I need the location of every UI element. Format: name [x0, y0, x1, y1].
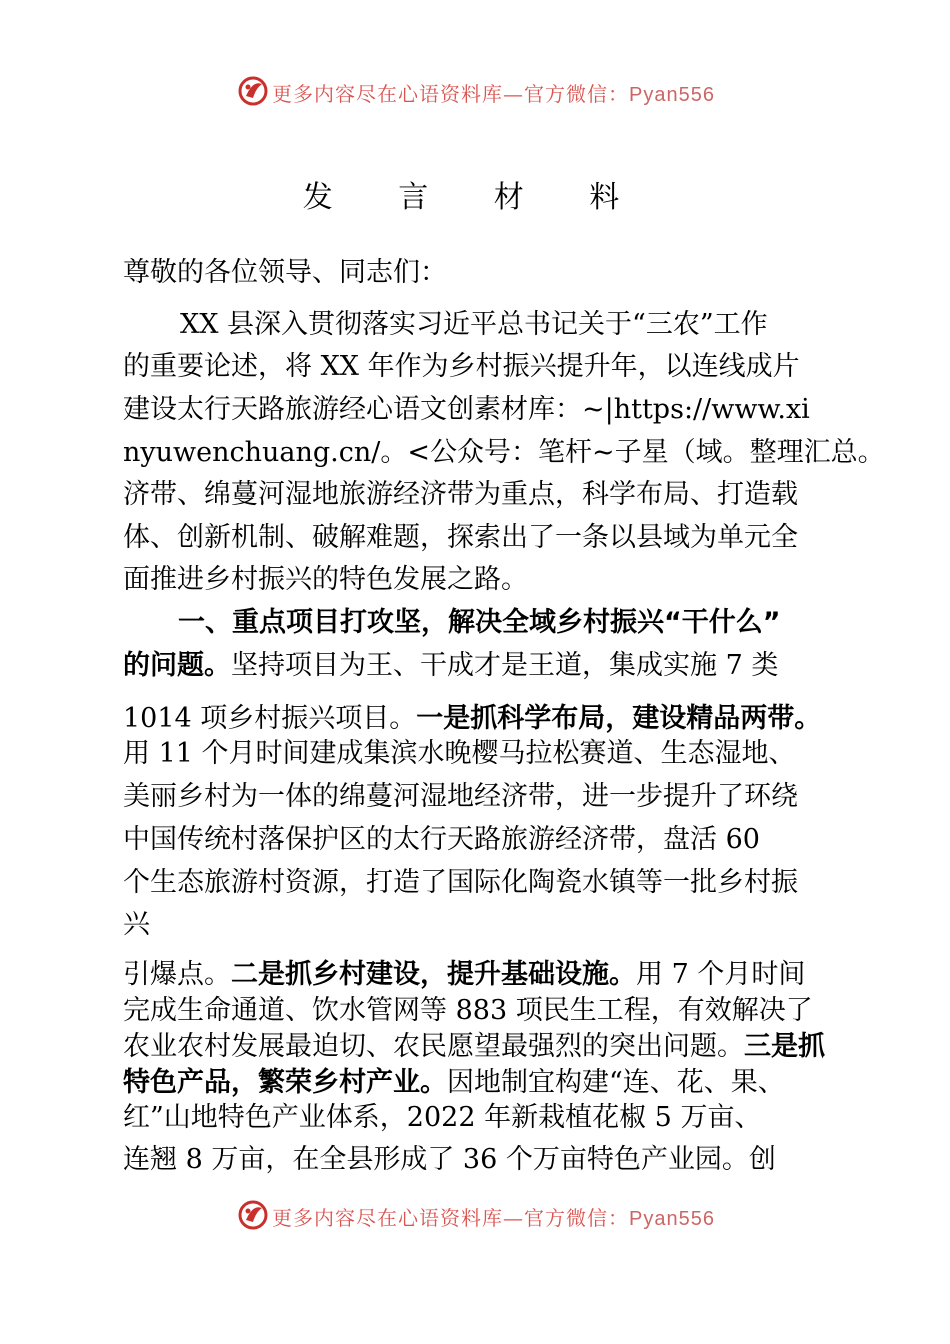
sub-heading: 一是抓科学布局，建设精品两带。: [416, 703, 822, 734]
section-heading: 一、重点项目打攻坚，解决全域乡村振兴“干什么”: [178, 607, 781, 638]
paragraph-line: XX 县深入贯彻落实习近平总书记关于“三农”工作: [180, 309, 768, 340]
paragraph-line: 用 11 个月时间建成集滨水晚樱马拉松赛道、生态湿地、: [123, 738, 796, 769]
paragraph-line: 中国传统村落保护区的太行天路旅游经济带，盘活 60: [123, 824, 760, 855]
paragraph-line: 个生态旅游村资源，打造了国际化陶瓷水镇等一批乡村振: [123, 867, 798, 898]
paragraph-line: 建设太行天路旅游经心语文创素材库：~|https://www.xi: [123, 394, 810, 425]
banner-text: 更多内容尽在心语资料库—官方微信：Pyan556: [272, 1206, 715, 1230]
paragraph-line: 红”山地特色产业体系，2022 年新栽植花椒 5 万亩、: [123, 1102, 762, 1133]
footer-banner: [0, 1196, 950, 1236]
paragraph-line: 1014 项乡村振兴项目。一是抓科学布局，建设精品两带。: [123, 703, 822, 734]
paragraph-line: 的重要论述，将 XX 年作为乡村振兴提升年，以连线成片: [123, 351, 800, 382]
section-heading-end: 的问题。: [123, 650, 231, 681]
logo-icon: [236, 1198, 270, 1232]
paragraph-line: 特色产品，繁荣乡村产业。因地制宜构建“连、花、果、: [123, 1067, 785, 1098]
paragraph-line: 农业农村发展最迫切、农民愿望最强烈的突出问题。三是抓: [123, 1031, 825, 1062]
sub-heading: 二是抓乡村建设，提升基础设施。: [231, 959, 636, 990]
paragraph-line: 面推进乡村振兴的特色发展之路。: [123, 564, 528, 595]
header-banner: [0, 72, 950, 112]
paragraph-line: 济带、绵蔓河湿地旅游经济带为重点，科学布局、打造载: [123, 479, 798, 510]
sub-heading-end: 特色产品，繁荣乡村产业。: [123, 1067, 447, 1098]
page-title: 发 言 材 料: [302, 180, 648, 215]
paragraph-line: 完成生命通道、饮水管网等 883 项民生工程，有效解决了: [123, 995, 813, 1026]
paragraph-line: 连翘 8 万亩，在全县形成了 36 个万亩特色产业园。创: [123, 1144, 776, 1175]
wechat-id: Pyan556: [629, 84, 715, 106]
sub-heading: 三是抓: [744, 1031, 825, 1062]
paragraph-line: nyuwenchuang.cn/。<公众号：笔杆~子星（域。整理汇总。: [123, 437, 885, 468]
paragraph-line: 引爆点。二是抓乡村建设，提升基础设施。用 7 个月时间: [123, 959, 806, 990]
logo-icon: [236, 74, 270, 108]
paragraph-line: 体、创新机制、破解难题，探索出了一条以县域为单元全: [123, 522, 798, 553]
wechat-id: Pyan556: [629, 1208, 715, 1230]
paragraph-line: 美丽乡村为一体的绵蔓河湿地经济带，进一步提升了环绕: [123, 781, 798, 812]
banner-text: 更多内容尽在心语资料库—官方微信：Pyan556: [272, 82, 715, 106]
greeting: 尊敬的各位领导、同志们：: [123, 257, 447, 288]
paragraph-line: 的问题。坚持项目为王、干成才是王道，集成实施 7 类: [123, 650, 779, 681]
paragraph-line: 兴: [123, 909, 150, 940]
